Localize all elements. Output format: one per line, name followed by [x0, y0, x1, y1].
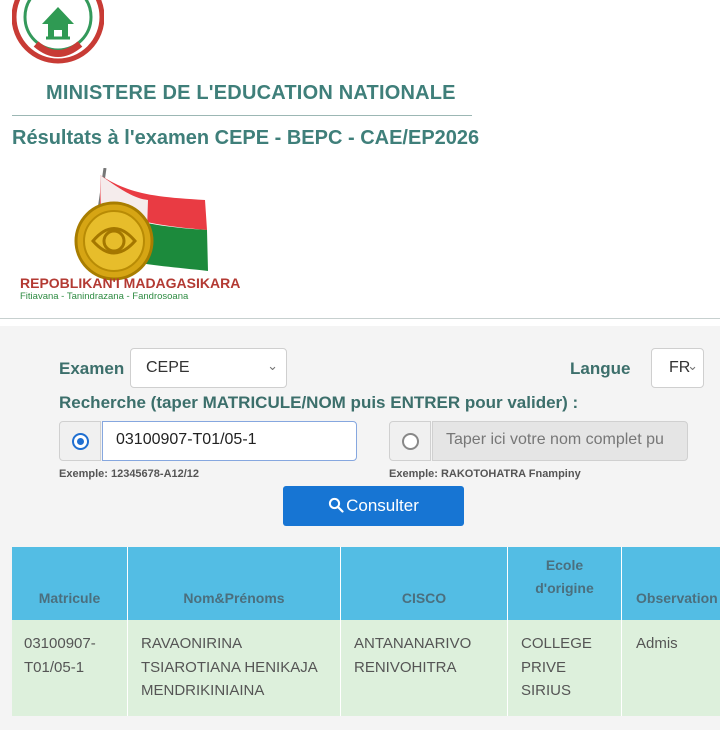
matricule-radio[interactable] [72, 433, 89, 450]
header-divider [0, 318, 720, 319]
name-cell [128, 620, 341, 716]
name-search-group [389, 421, 688, 461]
search-icon [328, 497, 344, 513]
title-underline [12, 115, 472, 116]
consult-button-label: Consulter [346, 496, 419, 515]
matricule-radio-container[interactable] [59, 421, 101, 461]
school-line-3: SIRIUS [521, 682, 572, 699]
school-cell [508, 620, 622, 716]
ministry-title: MINISTERE DE L'EDUCATION NATIONALE [46, 82, 456, 104]
matricule-example: Exemple: 12345678-A12/12 [59, 468, 200, 480]
exam-label: Examen [59, 359, 125, 378]
name-radio[interactable] [402, 433, 419, 450]
table-header [12, 547, 720, 620]
republic-logo-title: REPOBLIKAN'I MADAGASIKARA [20, 275, 241, 291]
consult-button[interactable] [283, 486, 464, 526]
matricule-line-1: 03100907- [24, 635, 96, 652]
name-line-3: MENDRIKINIAINA [141, 682, 265, 699]
name-column-header: Nom&Prénoms [128, 547, 341, 620]
language-selected-value: FR [669, 359, 691, 376]
cisco-column-header: CISCO [341, 547, 508, 620]
observation-column-header: Observation [636, 590, 718, 606]
cisco-cell [341, 620, 508, 716]
school-header-line-1: Ecole [545, 556, 584, 573]
matricule-column-header: Matricule [12, 547, 128, 620]
cisco-line-2: RENIVOHITRA [354, 658, 457, 676]
school-header-line-2: d'origine [535, 579, 594, 596]
school-line-1: COLLEGE [521, 635, 592, 652]
name-search-input[interactable]: Taper ici votre nom complet pu [432, 421, 688, 461]
chevron-down-icon: ⌄ [267, 358, 278, 373]
page-header [0, 0, 720, 320]
observation-cell: Admis [636, 635, 678, 652]
name-line-2: TSIAROTIANA HENIKAJA [141, 658, 318, 676]
republic-logo [18, 168, 280, 306]
exam-selected-value: CEPE [146, 359, 190, 376]
matricule-search-input[interactable]: 03100907-T01/05-1 [102, 421, 357, 461]
name-example: Exemple: RAKOTOHATRA Fnampiny [389, 468, 581, 480]
republic-logo-motto: Fitiavana - Tanindrazana - Fandrosoana [20, 291, 189, 302]
matricule-search-group [59, 421, 357, 461]
cisco-line-1: ANTANANARIVO [354, 635, 472, 652]
name-line-1: RAVAONIRINA [141, 635, 243, 652]
exam-select[interactable] [130, 348, 287, 388]
matricule-line-2: T01/05-1 [24, 658, 85, 676]
language-select[interactable] [651, 348, 704, 388]
school-column-header [508, 547, 622, 620]
ministry-logo [12, 0, 104, 70]
school-line-2: PRIVE [521, 658, 567, 676]
table-row [12, 620, 720, 716]
matricule-cell [12, 620, 128, 716]
language-label: Langue [570, 359, 631, 378]
name-radio-container[interactable] [389, 421, 431, 461]
page-title: Résultats à l'examen CEPE - BEPC - CAE/EP2026 [12, 127, 480, 149]
chevron-down-icon: ⌄ [687, 358, 698, 373]
search-instructions: Recherche (taper MATRICULE/NOM puis ENTRER pour valider) : [59, 393, 579, 412]
